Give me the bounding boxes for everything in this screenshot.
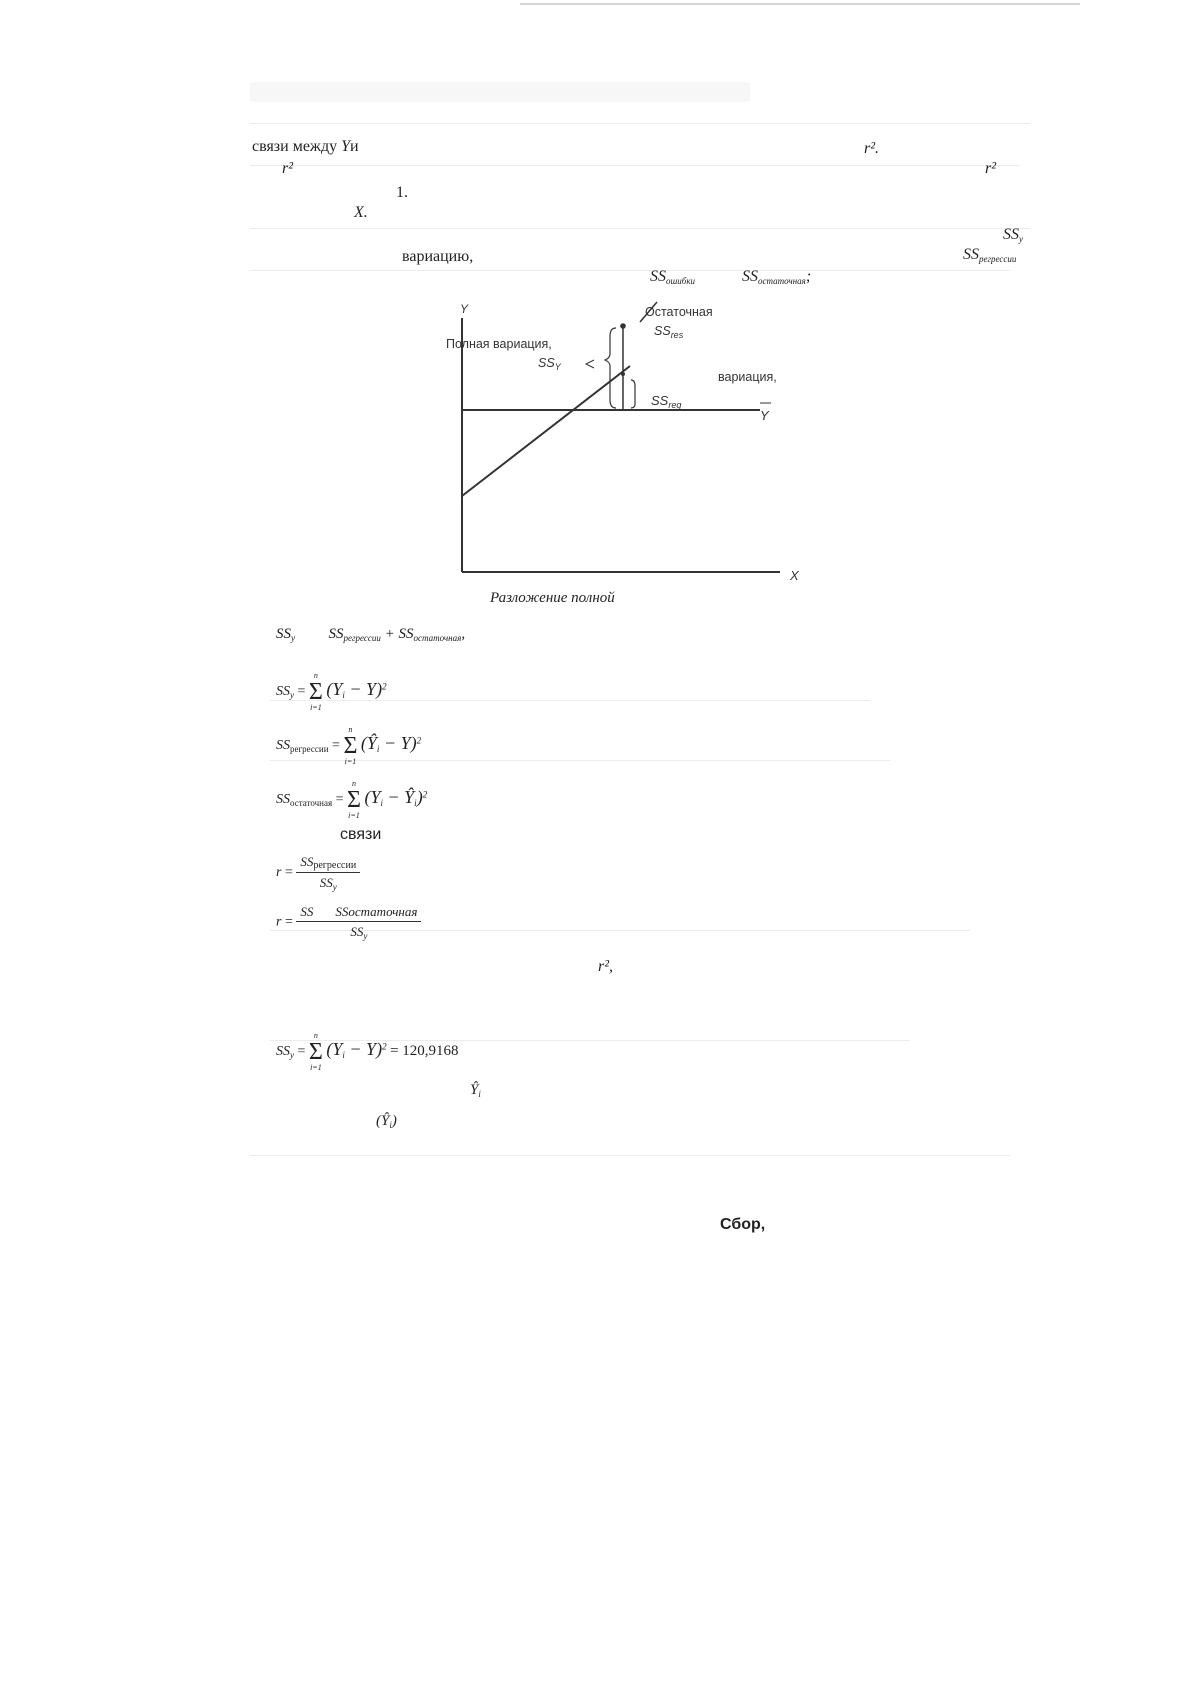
exponent: 2 <box>422 789 428 800</box>
sigma-icon: Σ <box>308 1039 323 1065</box>
ss-symbol: SS <box>300 904 314 919</box>
formula-body: (Y <box>326 1039 343 1060</box>
y-axis-label: Y <box>460 302 469 316</box>
sum-upper-limit: n <box>348 725 353 734</box>
ss-symbol: SSостаточная <box>335 904 418 919</box>
ss-symbol: SS <box>651 393 669 408</box>
ss-subscript: i <box>342 1050 345 1061</box>
sum-lower-limit: i=1 <box>310 1063 322 1072</box>
sigma-icon: Σ <box>308 679 323 705</box>
variation-label: вариация, <box>718 370 777 384</box>
ss-subscript: Y <box>554 362 561 372</box>
predicted-y-parenthesized <box>376 1113 397 1130</box>
ss-symbol: SS <box>963 246 979 263</box>
ss-res-label <box>654 324 684 340</box>
ss-subscript: остаточная <box>290 798 333 809</box>
ss-subscript: остаточная <box>758 276 806 286</box>
formula-body: − Y) <box>344 679 383 700</box>
variable-r: r <box>276 865 282 881</box>
y-hat-symbol: Ŷ <box>470 1082 479 1098</box>
ss-subscript: y <box>290 690 294 701</box>
faded-line <box>250 228 1030 229</box>
sigma-icon: Σ <box>343 733 358 759</box>
pointer-arrow-icon <box>586 360 594 368</box>
formula-body: (Y <box>364 787 381 808</box>
ss-symbol: SS <box>328 626 344 642</box>
equals-sign: = <box>297 684 306 700</box>
footer-label: Сбор, <box>720 1216 766 1233</box>
ss-regression-label <box>963 246 1016 264</box>
exponent: 2 <box>382 681 387 692</box>
ss-regression-formula <box>276 726 421 766</box>
variation-text: вариацию, <box>402 248 474 265</box>
regression-brace <box>631 380 635 408</box>
scan-edge-line <box>520 3 1080 5</box>
ss-y-diagram-label <box>538 356 562 372</box>
r-squared-label: r² <box>985 160 997 177</box>
ss-subscript: регрессии <box>290 744 329 755</box>
fraction <box>296 904 421 941</box>
formula-body: − Y) <box>344 1039 383 1060</box>
total-variation-brace <box>605 328 616 408</box>
ss-subscript: res <box>670 330 684 340</box>
connection-word: связи <box>340 826 382 843</box>
x-axis-label: X <box>790 568 799 583</box>
ss-subscript: y <box>291 633 295 643</box>
fraction-denominator <box>296 873 360 892</box>
sum-lower-limit: i=1 <box>344 757 357 766</box>
ss-symbol: SS <box>1003 226 1019 243</box>
residual-label: Остаточная <box>645 305 713 319</box>
fraction-numerator <box>296 904 421 922</box>
ss-residual-label <box>742 268 811 286</box>
ss-subscript: y <box>1019 234 1023 244</box>
mean-label: Y <box>760 408 769 423</box>
r-squared-label: r² <box>282 160 294 177</box>
ss-symbol: SS <box>276 738 290 754</box>
summation <box>347 780 361 820</box>
faded-line <box>250 1155 1010 1156</box>
ss-subscript: y <box>290 1050 294 1061</box>
exponent: 2 <box>382 1041 387 1052</box>
variable-r: r <box>276 914 282 930</box>
ss-symbol: + SS <box>384 626 414 642</box>
ss-subscript: i <box>380 798 383 809</box>
number-label: 1. <box>396 184 408 201</box>
summation <box>309 672 323 712</box>
ss-symbol: SS <box>276 684 290 700</box>
faded-line <box>250 270 1010 271</box>
ss-subscript: i <box>342 690 345 701</box>
ss-subscript: регрессии <box>979 254 1017 264</box>
ss-symbol: SS <box>650 268 666 285</box>
sum-lower-limit: i=1 <box>348 811 360 820</box>
predicted-y-label <box>470 1082 481 1099</box>
decomposition-formula <box>276 626 465 643</box>
ss-symbol: SS <box>742 268 758 285</box>
ss-subscript: y <box>363 931 368 941</box>
sum-lower-limit: i=1 <box>310 703 322 712</box>
ss-symbol: SS <box>276 792 290 808</box>
ss-subscript: i <box>478 1089 481 1099</box>
text-line-1 <box>252 138 359 156</box>
variable-Y: Y <box>341 138 351 155</box>
ss-residual-formula <box>276 780 427 820</box>
formula-body: − Ŷ <box>383 787 415 808</box>
r-regression-formula <box>276 854 360 892</box>
predicted-point <box>621 372 625 376</box>
sigma-icon: Σ <box>347 787 361 813</box>
ss-subscript: регрессии <box>313 860 357 871</box>
variation-decomposition-diagram <box>440 300 820 600</box>
fraction <box>296 854 360 892</box>
sum-upper-limit: n <box>313 1031 318 1040</box>
ss-reg-label <box>651 393 681 410</box>
equals-sign: = <box>284 865 293 881</box>
total-variation-label: Полная вариация, <box>446 337 552 351</box>
formula-body: (Ŷ <box>360 733 377 754</box>
ss-subscript: i <box>376 744 380 755</box>
ss-subscript: регрессии <box>343 633 381 643</box>
computed-value: = 120,9168 <box>390 1043 459 1060</box>
r-squared-label: r². <box>864 140 880 157</box>
ss-symbol: SS <box>300 854 314 869</box>
ss-symbol: SS <box>319 875 333 890</box>
punctuation: , <box>461 626 466 642</box>
faded-line <box>250 123 1030 124</box>
ss-symbol: SS <box>654 324 671 338</box>
punctuation: ; <box>805 268 812 285</box>
fraction-denominator <box>296 922 421 941</box>
observed-point <box>620 323 626 329</box>
variable-X: X. <box>354 204 368 221</box>
ss-symbol: SS <box>538 356 555 370</box>
sum-upper-limit: n <box>313 671 318 680</box>
ss-subscript: reg <box>668 400 682 410</box>
ss-subscript: i <box>389 1120 392 1130</box>
summation <box>309 1032 323 1072</box>
formula-body: (Y <box>326 679 343 700</box>
regression-line <box>462 366 630 496</box>
ss-error-label <box>650 268 695 286</box>
r-squared-label: r², <box>598 958 614 975</box>
ss-symbol: SS <box>276 626 291 642</box>
ss-total-value-formula <box>276 1032 459 1072</box>
exponent: 2 <box>416 735 422 746</box>
sum-upper-limit: n <box>351 779 356 788</box>
faded-heading-smudge <box>250 82 750 102</box>
equals-sign: = <box>284 914 293 930</box>
equals-sign: = <box>332 738 340 754</box>
text-fragment: и <box>350 138 359 155</box>
equals-sign: = <box>335 792 344 808</box>
equals-sign: = <box>297 1044 306 1060</box>
ss-total-formula <box>276 672 387 712</box>
faded-line <box>250 165 1020 166</box>
ss-subscript: ошибки <box>666 276 696 286</box>
r-residual-formula <box>276 904 421 941</box>
summation <box>343 726 357 766</box>
text-fragment: связи между <box>252 138 338 155</box>
ss-symbol: SS <box>276 1044 290 1060</box>
figure-caption: Разложение полной <box>490 590 615 606</box>
fraction-numerator <box>296 854 360 873</box>
ss-subscript: i <box>414 798 417 809</box>
ss-symbol: SS <box>350 924 364 939</box>
ss-subscript: остаточная <box>413 633 462 643</box>
formula-body: ) <box>416 787 423 808</box>
formula-body: − Y) <box>379 733 417 754</box>
punctuation: ) <box>391 1113 397 1129</box>
y-hat-symbol: (Ŷ <box>376 1113 390 1129</box>
ss-subscript: y <box>332 882 337 892</box>
ss-y-label <box>1003 226 1023 244</box>
